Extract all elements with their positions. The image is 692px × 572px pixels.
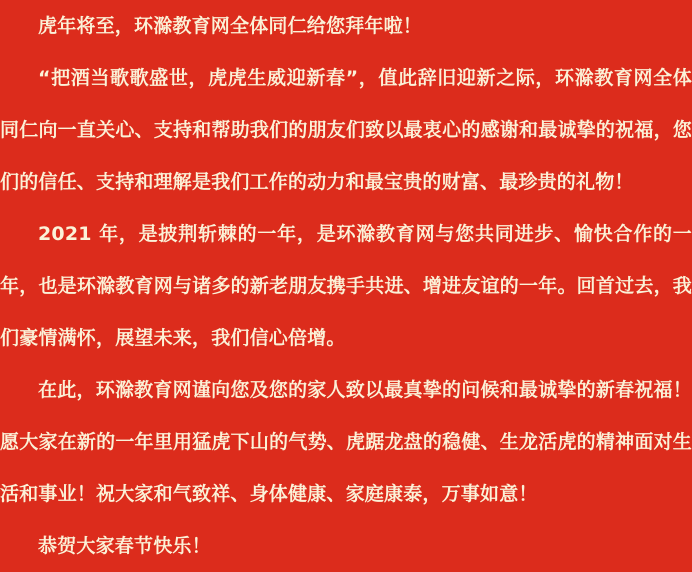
- greeting-paragraph-year-review: 2021 年，是披荆斩棘的一年，是环滁教育网与您共同进步、愉快合作的一年，也是环滁教育网与诸多的新老朋友携手共进、增进友谊的一年。回首过去，我们豪情满怀，展望未来，我们信心倍增。: [0, 223, 692, 349]
- greeting-opening-line: 虎年将至，环滁教育网全体同仁给您拜年啦！: [38, 15, 423, 37]
- greeting-paragraph-thanks: “把酒当歌歌盛世，虎虎生威迎新春”，值此辞旧迎新之际，环滁教育网全体同仁向一直关心、支持和帮助我们的朋友们致以最衷心的感谢和最诚挚的祝福，您们的信任、支持和理解是我们工作的动力和最宝贵的财富、最珍贵的礼物！: [0, 67, 692, 193]
- greeting-paragraph-wishes: 在此，环滁教育网谨向您及您的家人致以最真挚的问候和最诚挚的新春祝福！愿大家在新的一年里用猛虎下山的气势、虎踞龙盘的稳健、生龙活虎的精神面对生活和事业！祝大家和气致祥、身体健康、家庭康泰，万事如意！: [0, 379, 692, 505]
- greeting-closing-line: 恭贺大家春节快乐！: [38, 535, 211, 557]
